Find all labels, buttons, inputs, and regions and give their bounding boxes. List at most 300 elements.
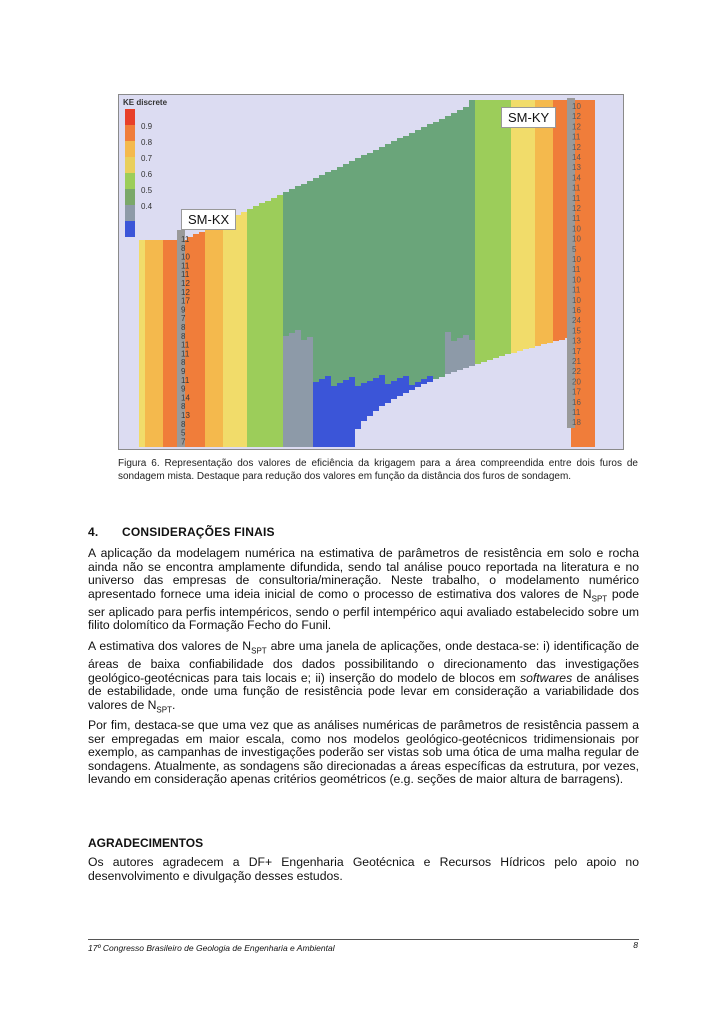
model-block [427,184,433,196]
model-block [493,148,499,160]
model-block [145,432,151,444]
model-block [463,119,469,131]
model-block [355,290,361,302]
model-block [217,283,223,295]
nspt-value-sm-ky: 17 [572,346,581,356]
model-block [379,279,385,291]
model-block [343,236,349,248]
model-block [325,184,331,196]
model-block [145,312,151,324]
model-block [169,420,175,432]
model-block [481,196,487,208]
model-block [361,251,367,263]
model-block [217,331,223,343]
model-block [385,396,391,403]
model-block [391,177,397,189]
model-block [259,299,265,311]
model-block [139,396,145,408]
model-block [463,311,469,323]
nspt-value-sm-ky: 15 [572,326,581,336]
model-block [223,400,229,412]
model-block [379,195,385,207]
model-block [145,336,151,348]
model-block [241,392,247,404]
model-block [511,256,517,268]
model-block [343,224,349,236]
model-block [547,268,553,280]
model-block [289,393,295,405]
model-block [481,136,487,148]
model-block [289,273,295,285]
model-block [391,249,397,261]
model-block [361,395,367,407]
model-block [313,394,319,406]
model-block [289,321,295,333]
model-block [427,172,433,184]
model-block [151,396,157,408]
model-block [253,410,259,422]
model-block [349,269,355,281]
model-block [391,369,397,381]
model-block [409,253,415,265]
model-block [259,263,265,275]
model-block [301,340,307,352]
model-block [169,276,175,288]
model-block [451,317,457,329]
model-block [553,280,559,292]
model-block [199,364,205,376]
model-block [247,365,253,377]
model-block [325,220,331,232]
model-block [343,272,349,284]
model-block [193,342,199,354]
model-block [337,191,343,203]
model-block [415,154,421,166]
model-block [271,414,277,426]
model-block [331,194,337,206]
model-block [223,364,229,376]
model-block [265,237,271,249]
model-block [493,184,499,196]
model-block [529,220,535,232]
model-block [403,256,409,268]
model-block [229,241,235,253]
model-block [457,230,463,242]
model-block [589,256,595,268]
model-block [337,251,343,263]
model-block [445,296,451,308]
model-block [259,287,265,299]
model-block [517,268,523,280]
model-block [511,196,517,208]
model-block [583,184,589,196]
model-block [355,194,361,206]
model-block [493,292,499,304]
model-block [433,158,439,170]
model-block [517,232,523,244]
model-block [529,328,535,340]
nspt-value-sm-ky: 11 [572,214,581,224]
model-block [337,227,343,239]
model-block [505,340,511,352]
model-block [313,250,319,262]
model-block [541,304,547,316]
model-block [307,265,313,277]
model-block [541,160,547,172]
model-block [349,329,355,341]
model-block [151,300,157,312]
model-block [433,314,439,326]
model-block [553,304,559,316]
model-block [373,258,379,270]
model-block [391,189,397,201]
model-block [505,232,511,244]
model-block [523,280,529,292]
model-block [355,338,361,350]
model-block [517,292,523,304]
model-block [511,208,517,220]
model-block [265,261,271,273]
model-block [289,225,295,237]
model-block [541,244,547,256]
model-block [301,364,307,376]
model-block [511,340,517,352]
model-block [433,122,439,134]
model-block [385,372,391,384]
model-block [373,318,379,330]
model-block [145,348,151,360]
model-block [469,328,475,340]
model-block [451,293,457,305]
model-block [367,369,373,381]
model-block [307,229,313,241]
model-block [385,312,391,324]
model-block [583,124,589,136]
model-block [361,191,367,203]
model-block [463,251,469,263]
model-block [457,338,463,350]
model-block [199,256,205,268]
model-block [223,376,229,388]
model-block [355,218,361,230]
nspt-value-sm-kx: 12 [181,287,190,297]
model-block [349,389,355,401]
model-block [583,244,589,256]
model-block [319,439,325,447]
model-block [415,370,421,382]
nspt-value-sm-ky: 24 [572,316,581,326]
model-block [463,191,469,203]
legend-tick: 0.8 [141,138,153,147]
model-block [241,368,247,380]
model-block [397,330,403,342]
model-block [373,234,379,246]
model-block [217,415,223,427]
model-block [385,336,391,348]
model-block [343,356,349,368]
model-block [421,319,427,331]
model-block [331,446,337,447]
model-block [295,330,301,342]
model-block [223,436,229,447]
model-block [295,402,301,414]
model-block [169,372,175,384]
model-block [349,413,355,425]
model-block [295,438,301,447]
model-block [451,305,457,317]
model-block [451,365,457,372]
model-block [403,196,409,208]
model-block [511,172,517,184]
model-block [475,232,481,244]
model-block [457,362,463,370]
model-block [481,160,487,172]
model-block [415,238,421,250]
model-block [283,288,289,300]
model-block [529,268,535,280]
model-block [445,236,451,248]
model-block [199,316,205,328]
model-block [223,244,229,256]
model-block [277,399,283,411]
model-block [433,206,439,218]
nspt-value-sm-ky: 14 [572,153,581,162]
model-block [169,408,175,420]
model-block [511,328,517,340]
model-block [205,373,211,385]
model-block [583,412,589,424]
model-block [331,218,337,230]
model-block [289,237,295,249]
nspt-subscript: SPT [156,705,172,715]
model-block [535,244,541,256]
nspt-value-sm-kx: 8 [181,402,186,412]
model-block [421,247,427,259]
model-block [325,412,331,424]
model-block [583,268,589,280]
model-block [493,100,499,112]
model-block [139,444,145,447]
model-block [319,187,325,199]
model-block [367,405,373,416]
model-block [139,240,145,252]
model-block [391,261,397,273]
model-block [403,136,409,148]
model-block [385,180,391,192]
model-block [415,190,421,202]
italic-term: softwares [520,670,573,685]
model-block [553,244,559,256]
model-block [421,307,427,319]
model-block [271,438,277,447]
model-block [505,280,511,292]
model-block [367,165,373,177]
model-block [397,282,403,294]
model-block [277,195,283,207]
model-block [379,327,385,339]
model-block [145,264,151,276]
model-block [403,280,409,292]
nspt-value-sm-kx: 10 [181,252,190,262]
model-block [271,390,277,402]
model-block [403,364,409,376]
model-block [199,304,205,316]
model-block [157,288,163,300]
model-block [589,412,595,424]
model-block [355,170,361,182]
model-block [217,391,223,403]
model-block [385,288,391,300]
model-block [433,170,439,182]
model-block [211,418,217,430]
model-block [331,386,337,398]
model-block [145,288,151,300]
model-block [433,374,439,379]
model-block [295,258,301,270]
model-block [199,328,205,340]
model-block [337,359,343,371]
model-block [481,124,487,136]
model-block [517,148,523,160]
model-block [325,376,331,388]
footer-divider [88,939,639,940]
model-block [427,220,433,232]
model-block [229,313,235,325]
model-block [385,276,391,288]
model-block [331,266,337,278]
model-block [391,333,397,345]
model-block [217,319,223,331]
model-block [319,211,325,223]
model-block [361,227,367,239]
model-block [157,444,163,447]
model-block [241,308,247,320]
model-block [451,161,457,173]
model-block [313,262,319,274]
model-block [271,306,277,318]
model-block [559,256,565,268]
model-block [523,184,529,196]
model-block [331,302,337,314]
model-block [559,136,565,148]
model-block [397,162,403,174]
model-block [139,312,145,324]
model-block [367,177,373,189]
model-block [445,116,451,128]
model-block [343,308,349,320]
model-block [277,351,283,363]
model-block [547,196,553,208]
model-block [493,196,499,208]
model-block [193,318,199,330]
model-block [283,360,289,372]
model-block [547,244,553,256]
model-block [295,234,301,246]
model-block [589,160,595,172]
model-block [379,243,385,255]
model-block [313,190,319,202]
nspt-subscript: SPT [251,646,267,656]
model-block [547,256,553,268]
model-block [385,300,391,312]
model-block [229,229,235,241]
model-block [499,244,505,256]
model-block [271,282,277,294]
model-block [271,258,277,270]
model-block [589,112,595,124]
model-block [433,362,439,374]
model-block [493,124,499,136]
model-block [301,388,307,400]
model-block [529,136,535,148]
model-block [325,268,331,280]
model-block [157,324,163,336]
model-block [307,325,313,337]
model-block [193,306,199,318]
model-block [529,232,535,244]
model-block [379,291,385,303]
model-block [385,240,391,252]
model-block [277,255,283,267]
model-block [487,184,493,196]
model-block [229,349,235,361]
model-block [235,251,241,263]
nspt-value-sm-kx: 7 [181,314,186,324]
model-block [349,437,355,447]
model-block [301,220,307,232]
model-block [397,354,403,366]
model-block [313,310,319,322]
model-block [199,412,205,424]
model-block [403,352,409,364]
model-block [265,369,271,381]
model-block [319,283,325,295]
model-block [391,393,397,399]
model-block [295,282,301,294]
model-block [229,361,235,373]
model-block [271,426,277,438]
model-block [499,148,505,160]
model-block [433,242,439,254]
model-block [235,407,241,419]
model-block [439,335,445,347]
model-block [373,342,379,354]
model-block [367,273,373,285]
model-block [469,112,475,124]
model-block [589,196,595,208]
model-block [277,375,283,387]
model-block [439,299,445,311]
model-block [499,316,505,328]
model-block [343,404,349,416]
model-block [331,338,337,350]
section-number: 4. [88,525,99,539]
model-block [169,384,175,396]
model-block [331,374,337,386]
model-block [319,235,325,247]
model-block [493,244,499,256]
model-block [409,145,415,157]
model-block [355,266,361,278]
model-block [325,304,331,316]
model-block [385,228,391,240]
model-block [307,385,313,397]
model-block [241,416,247,428]
model-block [337,383,343,395]
model-block [559,112,565,124]
model-block [241,440,247,447]
model-block [499,160,505,172]
